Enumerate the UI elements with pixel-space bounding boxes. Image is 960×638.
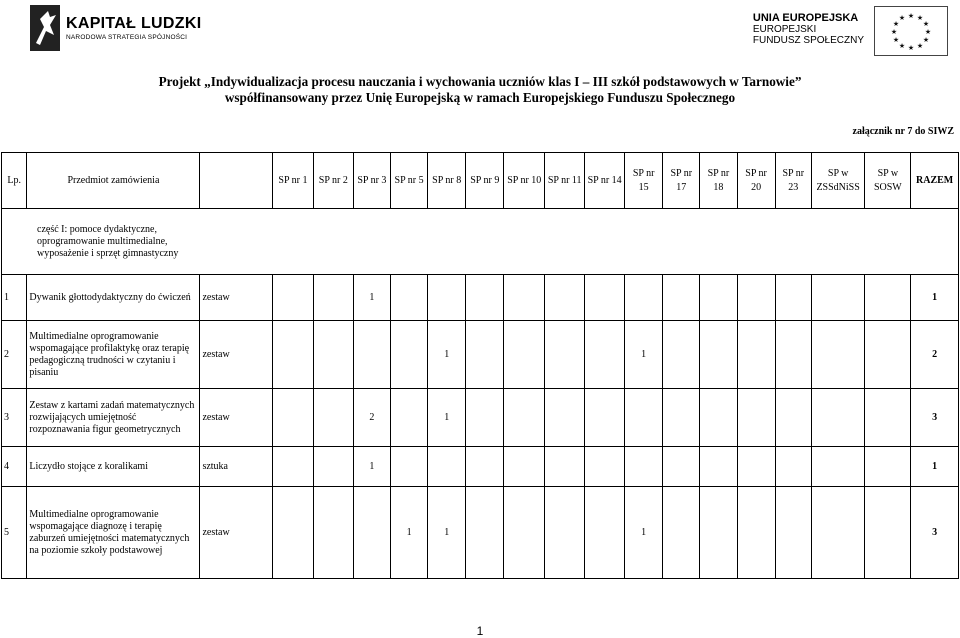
row-quantity (865, 447, 911, 487)
row-quantity (811, 487, 865, 579)
header-cell: Przedmiot zamówienia (27, 153, 200, 209)
row-quantity (504, 389, 545, 447)
svg-text:★: ★ (890, 28, 898, 36)
table-row (2, 321, 959, 389)
row-quantity (865, 275, 911, 321)
row-quantity (625, 447, 663, 487)
row-quantity (545, 275, 585, 321)
svg-text:★: ★ (916, 42, 924, 50)
row-quantity (313, 389, 353, 447)
row-quantity: 2 (353, 389, 390, 447)
row-quantity (428, 275, 466, 321)
eu-logo-line1: UNIA EUROPEJSKA (752, 12, 859, 24)
row-quantity (865, 487, 911, 579)
row-quantity: 1 (390, 487, 427, 579)
header-cell: SP nr 15 (625, 153, 663, 209)
header-cell: SP nr 8 (428, 153, 466, 209)
row-quantity (663, 487, 700, 579)
row-quantity (737, 487, 775, 579)
row-quantity: 1 (353, 275, 390, 321)
kapital-ludzki-emblem-icon (30, 5, 60, 51)
header-cell: RAZEM (911, 153, 959, 209)
row-item-name: Multimedialne oprogramowanie wspomagające profilaktykę oraz terapię pedagogiczną trudności w czytaniu i pisaniu (27, 321, 200, 389)
row-lp: 4 (2, 447, 27, 487)
row-quantity (390, 321, 427, 389)
row-quantity (466, 447, 504, 487)
row-quantity: 1 (428, 389, 466, 447)
row-quantity (545, 447, 585, 487)
row-quantity (775, 275, 811, 321)
row-quantity (663, 447, 700, 487)
row-quantity (737, 447, 775, 487)
header-cell: SP nr 14 (585, 153, 625, 209)
kapital-ludzki-logo (30, 4, 201, 52)
svg-text:★: ★ (916, 14, 924, 22)
row-total: 3 (911, 389, 959, 447)
row-quantity (313, 275, 353, 321)
row-quantity (865, 321, 911, 389)
row-quantity (775, 321, 811, 389)
table-row (2, 389, 959, 447)
logo-left-subtitle: NARODOWA STRATEGIA SPÓJNOŚCI (66, 34, 188, 41)
eu-flag-icon (874, 6, 948, 56)
section-label: część I: pomoce dydaktyczne, oprogramowanie multimedialne, wyposażenie i sprzęt gimnastyczny (37, 223, 179, 259)
section-cell (2, 209, 959, 275)
row-quantity (737, 321, 775, 389)
row-quantity (811, 389, 865, 447)
row-unit: zestaw (200, 275, 273, 321)
header-cell: SP nr 9 (466, 153, 504, 209)
header-cell: SP w SOSW (865, 153, 911, 209)
row-quantity (313, 447, 353, 487)
row-quantity (811, 321, 865, 389)
row-quantity (775, 487, 811, 579)
row-quantity (700, 447, 737, 487)
row-quantity (585, 447, 625, 487)
row-quantity (811, 447, 865, 487)
svg-text:★: ★ (892, 20, 900, 28)
row-item-name: Multimedialne oprogramowanie wspomagające diagnozę i terapię zaburzeń umiejętności matematycznych na poziomie szkoły podstawowej (27, 487, 200, 579)
row-quantity (545, 389, 585, 447)
header-row (2, 153, 959, 209)
row-quantity (700, 389, 737, 447)
eu-logo-line2: EUROPEJSKI (752, 24, 817, 35)
row-total: 1 (911, 275, 959, 321)
svg-text:★: ★ (892, 36, 900, 44)
row-quantity (390, 447, 427, 487)
header-cell: SP nr 5 (390, 153, 427, 209)
row-quantity (737, 389, 775, 447)
row-quantity (353, 487, 390, 579)
row-quantity (466, 389, 504, 447)
row-lp: 5 (2, 487, 27, 579)
row-quantity (504, 275, 545, 321)
row-quantity (663, 389, 700, 447)
row-quantity (273, 487, 314, 579)
svg-text:★: ★ (907, 12, 915, 20)
annex-label: załącznik nr 7 do SIWZ (852, 126, 954, 137)
row-quantity (504, 487, 545, 579)
row-quantity (585, 389, 625, 447)
row-quantity (273, 447, 314, 487)
title-line2: współfinansowany przez Unię Europejską w ramach Europejskiego Funduszu Społecznego (224, 90, 736, 105)
row-total: 3 (911, 487, 959, 579)
row-quantity (663, 321, 700, 389)
row-quantity (775, 389, 811, 447)
order-table (1, 152, 959, 579)
row-quantity (545, 321, 585, 389)
row-quantity (585, 321, 625, 389)
row-total: 2 (911, 321, 959, 389)
row-lp: 2 (2, 321, 27, 389)
page-number: 1 (476, 624, 484, 638)
row-unit: sztuka (200, 447, 273, 487)
row-quantity: 1 (428, 321, 466, 389)
logo-left-name: KAPITAŁ LUDZKI (66, 15, 202, 32)
row-quantity (504, 447, 545, 487)
row-quantity (428, 447, 466, 487)
row-quantity (545, 487, 585, 579)
header-cell: SP nr 18 (700, 153, 737, 209)
header-cell: SP nr 3 (353, 153, 390, 209)
row-quantity (865, 389, 911, 447)
row-item-name: Liczydło stojące z koralikami (27, 447, 200, 487)
row-quantity (466, 321, 504, 389)
row-quantity (466, 487, 504, 579)
row-quantity (353, 321, 390, 389)
header-cell: Lp. (2, 153, 27, 209)
row-quantity (466, 275, 504, 321)
row-quantity (775, 447, 811, 487)
table-row (2, 447, 959, 487)
header-cell: SP nr 17 (663, 153, 700, 209)
row-quantity (585, 487, 625, 579)
row-quantity: 1 (625, 321, 663, 389)
row-quantity: 1 (625, 487, 663, 579)
row-quantity (700, 487, 737, 579)
row-quantity (313, 487, 353, 579)
row-quantity (811, 275, 865, 321)
eu-logo-line3: FUNDUSZ SPOŁECZNY (752, 35, 864, 46)
row-quantity (585, 275, 625, 321)
svg-text:★: ★ (907, 44, 915, 52)
row-unit: zestaw (200, 487, 273, 579)
row-total: 1 (911, 447, 959, 487)
row-quantity (700, 321, 737, 389)
header-cell: SP nr 1 (273, 153, 314, 209)
title-line1: Projekt „Indywidualizacja procesu nauczania i wychowania uczniów klas I – III szkół podstawowych w Tarnowie” (158, 74, 802, 89)
row-quantity (390, 389, 427, 447)
header-cell: SP nr 2 (313, 153, 353, 209)
row-quantity (625, 275, 663, 321)
row-quantity (273, 389, 314, 447)
row-item-name: Zestaw z kartami zadań matematycznych rozwijających umiejętność rozpoznawania figur geometrycznych (27, 389, 200, 447)
row-lp: 1 (2, 275, 27, 321)
row-quantity (663, 275, 700, 321)
svg-text:★: ★ (924, 28, 932, 36)
table-row (2, 275, 959, 321)
header-cell: SP nr 20 (737, 153, 775, 209)
row-item-name: Dywanik głottodydaktyczny do ćwiczeń (27, 275, 200, 321)
header-cell: SP nr 10 (504, 153, 545, 209)
row-quantity (313, 321, 353, 389)
document-title (0, 74, 960, 106)
eu-logo (753, 6, 948, 56)
row-quantity: 1 (353, 447, 390, 487)
header-cell (200, 153, 273, 209)
header-cell: SP nr 23 (775, 153, 811, 209)
svg-text:★: ★ (898, 42, 906, 50)
row-quantity: 1 (428, 487, 466, 579)
svg-text:★: ★ (898, 14, 906, 22)
row-quantity (390, 275, 427, 321)
header-cell: SP w ZSSdNiSS (811, 153, 865, 209)
row-quantity (737, 275, 775, 321)
row-quantity (700, 275, 737, 321)
header-cell: SP nr 11 (545, 153, 585, 209)
svg-text:★: ★ (922, 20, 930, 28)
row-quantity (625, 389, 663, 447)
row-unit: zestaw (200, 389, 273, 447)
svg-text:★: ★ (922, 36, 930, 44)
section-row (2, 209, 959, 275)
row-quantity (504, 321, 545, 389)
table-row (2, 487, 959, 579)
row-unit: zestaw (200, 321, 273, 389)
row-lp: 3 (2, 389, 27, 447)
row-quantity (273, 321, 314, 389)
row-quantity (273, 275, 314, 321)
